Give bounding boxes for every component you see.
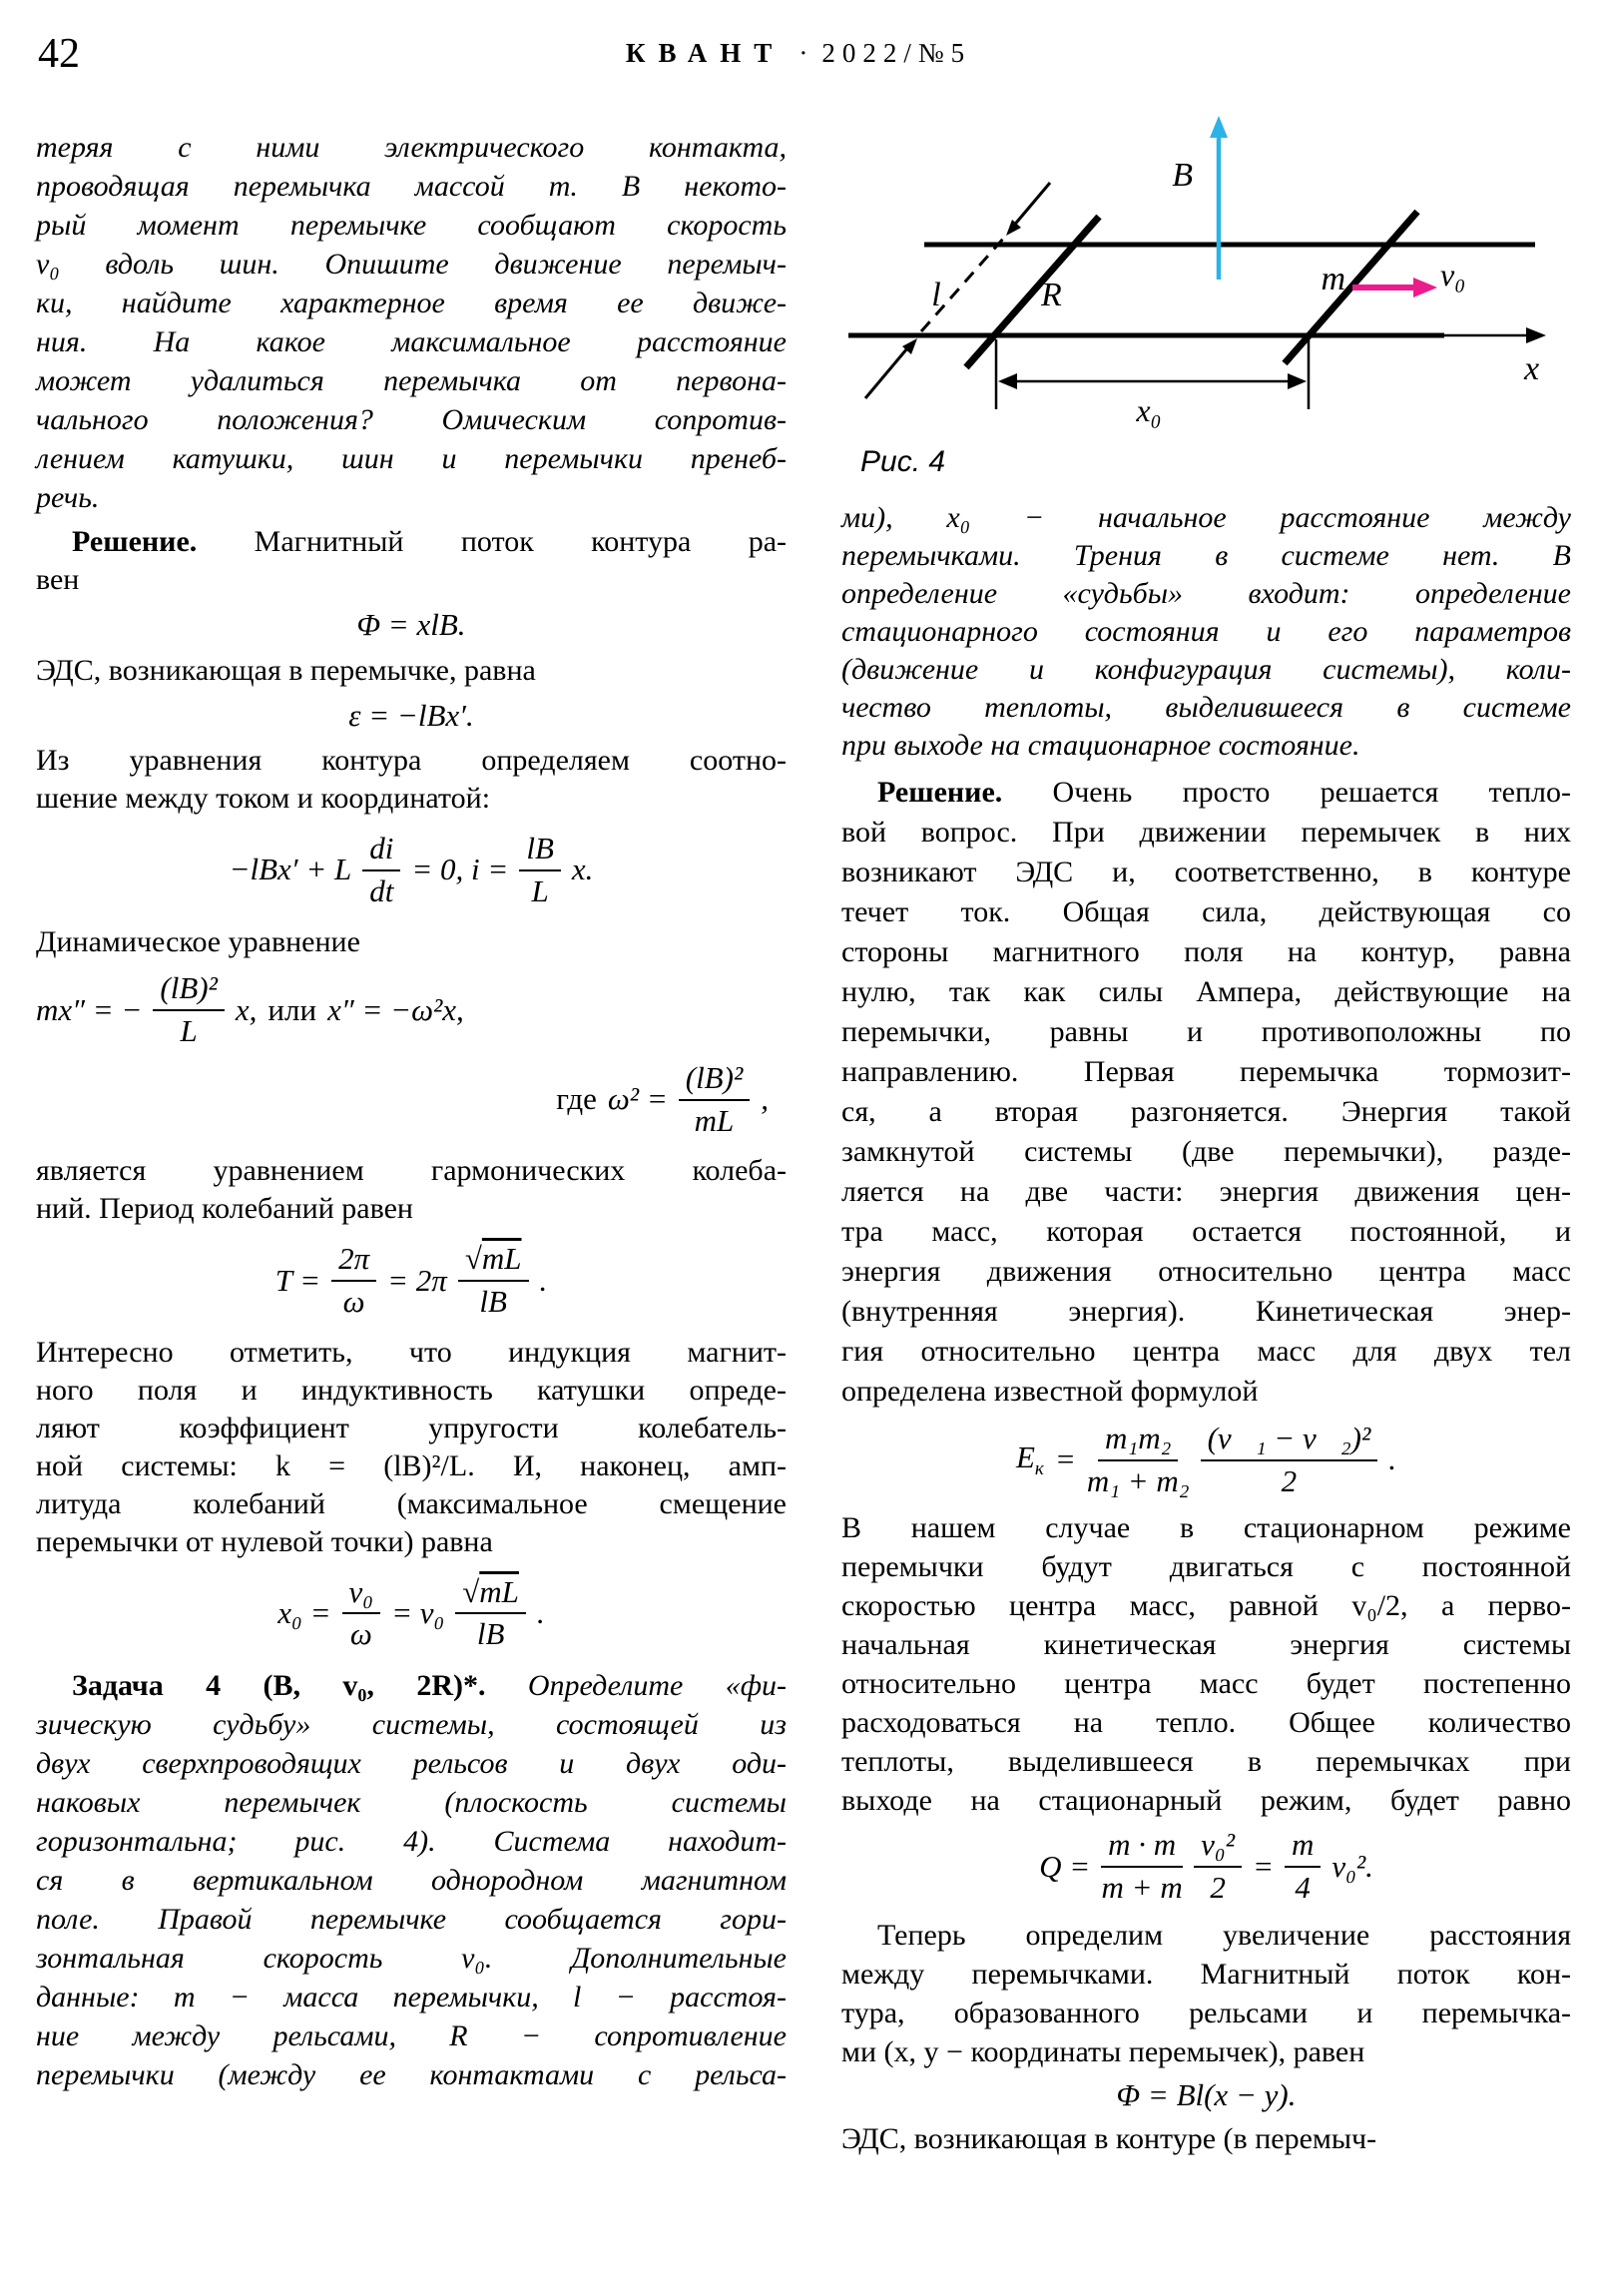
text-line: Теперь определим увеличение расстояния [877, 1918, 1571, 1952]
label-R: R [1041, 277, 1062, 313]
velocity-arrowhead [1413, 278, 1437, 297]
numerator: lB [519, 832, 561, 871]
distance-paragraph [841, 1916, 1571, 2071]
formula-part: , [761, 1081, 769, 1117]
E-subscript: к [1034, 1458, 1044, 1480]
fraction [1087, 1422, 1190, 1498]
text-run: Определите «фи- [527, 1669, 787, 1703]
text-line: ми), x₀ − начальное расстояние между [841, 501, 1571, 534]
task4-lines [36, 1705, 787, 2094]
denominator: 2 [1210, 1870, 1226, 1906]
formula-part: −lBx′ + L [229, 852, 352, 887]
numerator: (lB)² [679, 1061, 751, 1101]
note-paragraph [36, 1334, 787, 1561]
text-line: (движение и конфигурация системы), коли- [841, 653, 1571, 686]
harmonic-paragraph [36, 1152, 787, 1228]
text-line: перемычками. Трения в системе нет. В [841, 539, 1571, 572]
numerator: m [1285, 1828, 1321, 1868]
solution-paragraph-1 [36, 523, 787, 599]
text-line: ляют коэффициент упругости колебатель- [36, 1411, 787, 1444]
left-column [36, 112, 787, 2094]
text-line: ний. Период колебаний равен [36, 1192, 413, 1226]
text-line: между перемычками. Магнитный поток кон- [841, 1957, 1571, 1991]
task4-lead: Задача 4 (B, v₀, 2R)*. [72, 1669, 486, 1703]
denominator: 2 [1281, 1462, 1298, 1498]
journal-issue: 2022/№5 [821, 38, 972, 68]
numerator: v₀² [1194, 1828, 1242, 1868]
journal-header [0, 38, 1597, 69]
text-line [36, 1666, 787, 1705]
text-line: тура, образованного рельсами и перемычка- [841, 1996, 1571, 2029]
label-m: m [1321, 261, 1345, 297]
solution-paragraph-2 [841, 773, 1571, 1412]
text-line: ного поля и индуктивность катушки опреде- [36, 1373, 787, 1407]
fraction [455, 1575, 526, 1652]
denominator: m + m [1101, 1870, 1183, 1906]
text-line: определена известной формулой [841, 1375, 1259, 1408]
header-separator: · [798, 38, 808, 68]
solution-lead: Решение. [877, 776, 1003, 809]
fraction [342, 1575, 381, 1652]
solution-lines [841, 813, 1571, 1412]
text-line: энергия движения относительно центра масс [841, 1255, 1571, 1288]
text-line: перемычки, равны и противоположны по [841, 1015, 1571, 1048]
text-line: скоростью центра масс, равной v₀/2, а перво- [841, 1589, 1571, 1623]
numerator: (lB)² [153, 971, 225, 1011]
label-B: B [1172, 157, 1193, 194]
x0-left-arrowhead [998, 373, 1017, 389]
formula-part: . [536, 1595, 545, 1631]
numerator [455, 1575, 526, 1615]
formula-part: Q = [1039, 1848, 1091, 1884]
fraction [153, 971, 225, 1048]
fraction [331, 1242, 376, 1319]
task4-paragraph [36, 1666, 787, 2094]
text-line: ной системы: k = (lB)²/L. И, наконец, амп- [36, 1448, 787, 1482]
text-line: данные: m − масса перемычки, l − расстоя- [36, 1981, 787, 2014]
text-line: стационарного состояния и его параметров [841, 615, 1571, 648]
denominator: ω [342, 1284, 365, 1320]
task-continuation-paragraph [841, 499, 1571, 765]
stationary-paragraph [841, 1508, 1571, 1820]
label-x0: x₀ [1136, 392, 1162, 428]
formula-part [1016, 1440, 1044, 1480]
x-axis-arrowhead [1526, 327, 1546, 343]
emf-line: ЭДС, возникающая в перемычке, равна [36, 654, 536, 687]
text-line: перемычки от нулевой точки) равна [36, 1524, 493, 1558]
text-line: является уравнением гармонических колеба- [36, 1154, 787, 1188]
text-line: может удалиться перемычка от первона- [36, 364, 787, 397]
text-line: стороны магнитного поля на контур, равна [841, 935, 1571, 968]
right-column [841, 90, 1571, 2158]
text-line: горизонтальна; рис. 4). Система находит- [36, 1825, 787, 1859]
text-line: расходоваться на тепло. Общее количество [841, 1706, 1571, 1740]
dynamic-equation-line: Динамическое уравнение [36, 925, 360, 959]
label-x: x [1524, 350, 1540, 387]
text-line: начальная кинетическая энергия системы [841, 1628, 1571, 1662]
text-line: В нашем случае в стационарном режиме [841, 1511, 1571, 1545]
denominator: 4 [1295, 1870, 1311, 1906]
label-l: l [931, 277, 941, 313]
E-symbol: E [1015, 1438, 1035, 1474]
fraction [362, 832, 400, 908]
fraction [1201, 1422, 1378, 1498]
fraction [1285, 1828, 1321, 1905]
text-line: зонтальная скорость v₀. Дополнительные [36, 1942, 787, 1976]
text-line: Из уравнения контура определяем соотно- [36, 744, 787, 777]
denominator: ω [349, 1616, 372, 1652]
numerator: v₀ [342, 1575, 381, 1615]
denominator: m₁ + m₂ [1086, 1462, 1190, 1498]
text-line: наковых перемычек (плоскость системы [36, 1786, 787, 1820]
text-line: двух сверхпроводящих рельсов и двух оди- [36, 1747, 787, 1781]
text-line: относительно центра масс будет постепенно [841, 1667, 1571, 1701]
text-run: Очень просто решается тепло- [1052, 776, 1571, 809]
figure-4-diagram [841, 90, 1571, 487]
formula-part: ω² = [607, 1081, 668, 1117]
problem-text-paragraph [36, 128, 787, 517]
left-jumper [966, 217, 1099, 367]
numerator [458, 1242, 529, 1282]
denominator: L [180, 1013, 198, 1049]
text-line: ки, найдите характерное время ее движе- [36, 287, 787, 319]
denominator: dt [369, 872, 394, 908]
radical-sign: √ [464, 1241, 482, 1277]
text-line: теряя с ними электрического контакта, [36, 131, 787, 164]
formula-flux-2: Φ = Bl(x − y). [1116, 2076, 1297, 2112]
formula-word: где [556, 1081, 597, 1117]
numerator: m₁m₂ [1098, 1422, 1178, 1461]
formula-part: T = [274, 1262, 321, 1298]
text-line: определение «судьбы» входит: определение [841, 577, 1571, 610]
denominator: lB [476, 1616, 505, 1652]
field-arrowhead [1210, 116, 1228, 138]
formula-part: = 0, i = [411, 852, 509, 887]
formula-part: x₀ = [277, 1595, 331, 1631]
l-bottom-arrow-line [865, 348, 907, 398]
formula-part: x. [571, 852, 594, 887]
formula-part: x″ = −ω²x, [327, 991, 464, 1027]
formula-part: = [1054, 1441, 1076, 1477]
formula-kinetic-energy [841, 1422, 1571, 1498]
text-line: течет ток. Общая сила, действующая со [841, 895, 1571, 928]
text-line: при выходе на стационарное состояние. [841, 729, 1360, 762]
text-line: ляется на две части: энергия движения цен- [841, 1175, 1571, 1208]
text-line: рый момент перемычке сообщают скорость [36, 209, 787, 242]
denominator: lB [479, 1284, 507, 1320]
numerator: m · m [1101, 1828, 1183, 1868]
formula-part: . [1388, 1441, 1396, 1477]
text-line: (внутренняя энергия). Кинетическая энер- [841, 1295, 1571, 1328]
formula-part: mx″ = − [36, 991, 143, 1027]
formula-amplitude [36, 1575, 787, 1652]
text-line: чального положения? Омическим сопротив- [36, 403, 787, 436]
denominator: mL [694, 1102, 735, 1138]
text-line: лением катушки, шин и перемычки пренеб- [36, 442, 787, 475]
formula-omega [36, 1061, 787, 1138]
text-line: речь. [36, 481, 100, 514]
text-line: зическую судьбу» системы, состоящей из [36, 1708, 787, 1742]
fraction [458, 1242, 529, 1319]
label-v0: v₀ [1440, 257, 1466, 292]
text-line: возникают ЭДС и, соответственно, в контуре [841, 856, 1571, 888]
text-line [841, 773, 1571, 813]
numerator: 2π [331, 1242, 376, 1282]
text-line: гия относительно центра масс для двух тел [841, 1335, 1571, 1368]
text-line: замкнутой системы (две перемычки), разде- [841, 1135, 1571, 1168]
numerator: di [362, 832, 400, 871]
text-line: ся в вертикальном однородном магнитном [36, 1864, 787, 1898]
journal-title: КВАНТ [625, 38, 786, 68]
text-line: теплоты, выделившееся в перемычках при [841, 1745, 1571, 1779]
formula-circuit-equation [36, 832, 787, 908]
denominator: L [531, 872, 549, 908]
fraction [519, 832, 561, 908]
last-line: ЭДС, возникающая в контуре (в перемыч- [841, 2121, 1377, 2155]
contour-paragraph [36, 742, 787, 818]
text-line: ся, а вторая разгоняется. Энергия такой [841, 1095, 1571, 1128]
text-line: направлению. Первая перемычка тормозит- [841, 1055, 1571, 1088]
radical-sign: √ [462, 1573, 480, 1609]
formula-part: = 2π [387, 1262, 447, 1298]
text-line: вой вопрос. При движении перемычек в них [841, 816, 1571, 849]
page-number: 42 [38, 31, 80, 77]
figure-caption: Рис. 4 [860, 445, 946, 478]
formula-dynamics [36, 971, 787, 1048]
text-line: нулю, так как силы Ампера, действующие на [841, 975, 1571, 1008]
text-line: поле. Правой перемычке сообщается гори- [36, 1903, 787, 1937]
text-line: ние между рельсами, R − сопротивление [36, 2019, 787, 2053]
text-line: перемычки (между ее контактами с рельса- [36, 2058, 787, 2092]
text-line: выходе на стационарный режим, будет равно [841, 1784, 1571, 1818]
text-line: литуда колебаний (максимальное смещение [36, 1486, 787, 1520]
formula-emf: ε = −lBx′. [348, 698, 474, 733]
text-run: Магнитный поток контура ра- [254, 525, 788, 558]
numerator: (v⃗₁ − v⃗₂)² [1201, 1422, 1378, 1461]
formula-word: или [267, 991, 317, 1027]
radicand: mL [479, 1573, 519, 1609]
text-line: шение между током и координатой: [36, 782, 491, 815]
text-line: Интересно отметить, что индукция магнит- [36, 1335, 787, 1369]
formula-part: v₀². [1331, 1848, 1373, 1884]
formula-part: x, [235, 991, 258, 1027]
radicand: mL [481, 1241, 522, 1277]
text-line: перемычки будут двигаться с постоянной [841, 1550, 1571, 1584]
formula-part: = [1253, 1848, 1274, 1884]
fraction [679, 1061, 751, 1138]
formula-period [36, 1242, 787, 1319]
l-top-arrow-line [1012, 183, 1050, 228]
text-line [36, 523, 787, 561]
fraction [1101, 1828, 1183, 1905]
text-line: чество теплоты, выделившееся в системе [841, 691, 1571, 724]
text-line: ми (x, y − координаты перемычек), равен [841, 2034, 1365, 2068]
formula-part: = v₀ [391, 1595, 445, 1631]
formula-heat [841, 1828, 1571, 1905]
text-line: ния. На какое максимальное расстояние [36, 325, 787, 358]
solution-lead: Решение. [72, 525, 198, 558]
formula-part: . [539, 1262, 548, 1298]
text-line: v₀ вдоль шин. Опишите движение перемыч- [36, 248, 787, 281]
text-line: проводящая перемычка массой m. В некото- [36, 170, 787, 203]
formula-flux: Φ = xlB. [356, 607, 466, 642]
l-top-arrowhead [1006, 220, 1021, 236]
text-line: вен [36, 563, 80, 596]
text-line: тра масс, которая остается постоянной, и [841, 1215, 1571, 1248]
fraction [1194, 1828, 1242, 1905]
x0-right-arrowhead [1288, 373, 1307, 389]
